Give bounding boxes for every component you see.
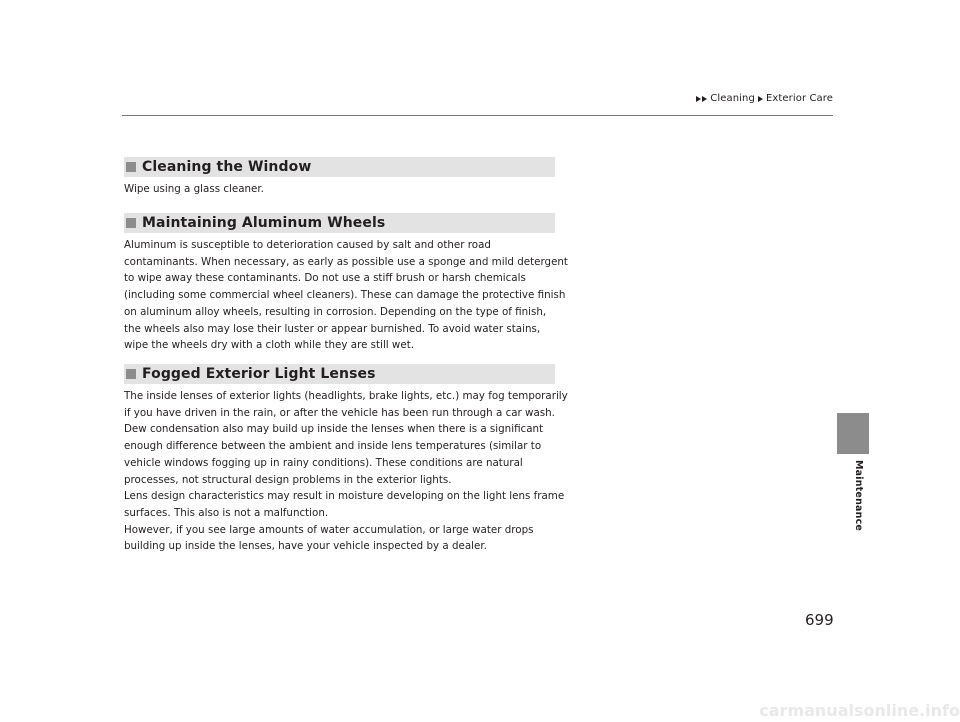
section-body-aluminum-wheels [124, 237, 568, 354]
body-line: processes, not structural design problems in the exterior lights. [124, 473, 452, 486]
body-line: Aluminum is susceptible to deterioration caused by salt and other road [124, 239, 491, 251]
section-title: Maintaining Aluminum Wheels [142, 215, 386, 231]
chapter-tab-marker [837, 413, 869, 454]
breadcrumb-item-cleaning[interactable]: Cleaning [710, 93, 755, 104]
header-divider [122, 115, 833, 116]
body-line: vehicle windows fogging up in rainy conditions). These conditions are natural [124, 456, 523, 469]
watermark: carmanualsonline.info [759, 701, 960, 720]
body-line: if you have driven in the rain, or after the vehicle has been run through a car wash. [124, 406, 555, 419]
page-number: 699 [805, 611, 834, 629]
body-line: However, if you see large amounts of water accumulation, or large water drops [124, 523, 534, 536]
breadcrumb-arrow-icon [702, 96, 707, 102]
body-line: Dew condensation also may build up inside the lenses when there is a significant [124, 423, 544, 436]
body-line: The inside lenses of exterior lights (headlights, brake lights, etc.) may fog temporarily [124, 390, 568, 402]
body-line: contaminants. When necessary, as early as possible use a sponge and mild detergent [124, 255, 568, 268]
breadcrumb-arrow-icon [758, 96, 763, 102]
section-title: Cleaning the Window [142, 159, 312, 175]
section-body-fogged-lenses [124, 388, 568, 555]
body-line: Lens design characteristics may result in moisture developing on the light lens frame [124, 490, 565, 503]
body-line: (including some commercial wheel cleaners). These can damage the protective finish [124, 289, 566, 302]
body-line: to wipe away these contaminants. Do not use a stiff brush or harsh chemicals [124, 272, 526, 285]
breadcrumb-arrow-icon [696, 96, 701, 102]
section-title: Fogged Exterior Light Lenses [142, 366, 376, 382]
section-heading-cleaning-window [124, 157, 555, 177]
body-line: the wheels also may lose their luster or appear burnished. To avoid water stains, [124, 322, 541, 335]
square-bullet-icon [126, 162, 136, 172]
body-line: enough difference between the ambient and inside lens temperatures (similar to [124, 440, 542, 453]
body-line: surfaces. This also is not a malfunction. [124, 506, 329, 519]
square-bullet-icon [126, 369, 136, 379]
chapter-tab-label: Maintenance [853, 460, 864, 532]
body-line: building up inside the lenses, have your vehicle inspected by a dealer. [124, 540, 487, 553]
section-heading-aluminum-wheels [124, 213, 555, 233]
breadcrumb-item-exterior-care[interactable]: Exterior Care [765, 93, 833, 104]
section-body-cleaning-window [124, 181, 556, 198]
body-line: wipe the wheels dry with a cloth while they are still wet. [124, 339, 415, 352]
body-line: on aluminum alloy wheels, resulting in corrosion. Depending on the type of finish, [124, 305, 547, 318]
breadcrumb [696, 93, 833, 104]
section-heading-fogged-lenses [124, 364, 555, 384]
body-line: Wipe using a glass cleaner. [124, 183, 264, 195]
square-bullet-icon [126, 218, 136, 228]
